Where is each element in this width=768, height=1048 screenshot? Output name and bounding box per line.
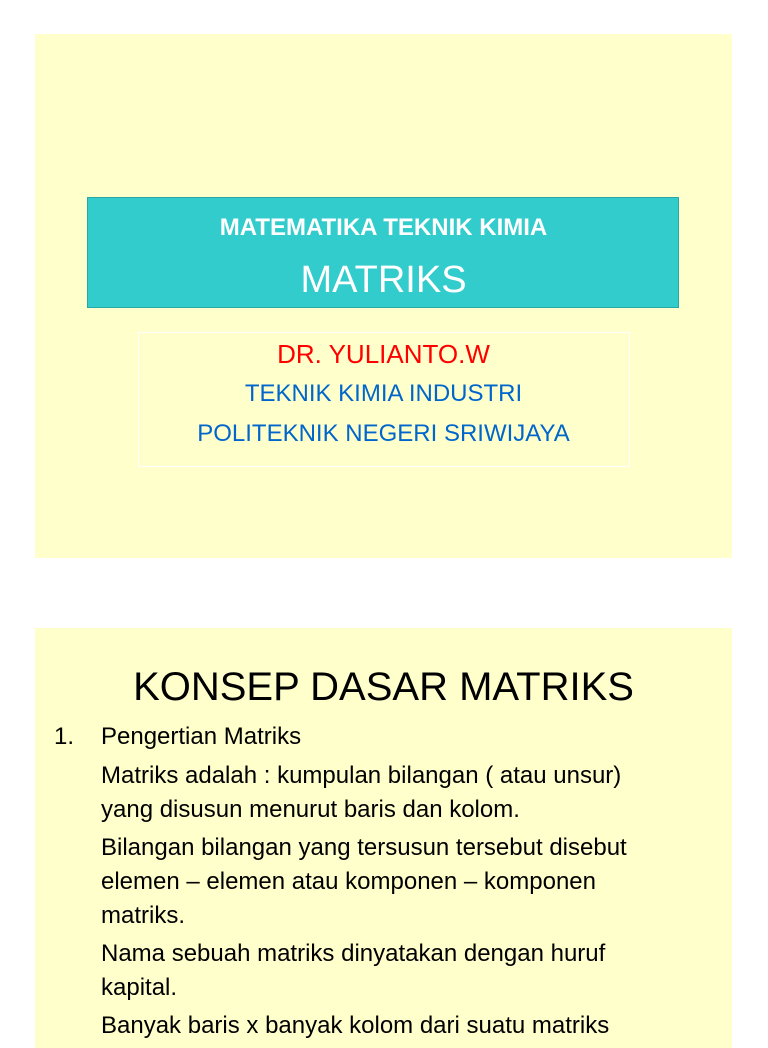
definition-line: Matriks adalah : kumpulan bilangan ( atau unsur)	[101, 762, 622, 789]
institution-name: POLITEKNIK NEGERI SRIWIJAYA	[197, 420, 570, 447]
order-line: Banyak baris x banyak kolom dari suatu matriks	[101, 1012, 610, 1039]
element-line: Bilangan bilangan yang tersusun tersebut disebut	[101, 834, 627, 861]
list-item-number: 1.	[54, 723, 75, 750]
slide-title: KONSEP DASAR MATRIKS	[133, 665, 634, 709]
element-line: matriks.	[101, 902, 185, 929]
topic-title: MATRIKS	[300, 259, 467, 301]
department-name: TEKNIK KIMIA INDUSTRI	[244, 380, 523, 407]
course-title: MATEMATIKA TEKNIK KIMIA	[219, 214, 548, 241]
author-name: DR. YULIANTO.W	[277, 339, 490, 369]
naming-line: kapital.	[101, 974, 178, 1001]
element-line: elemen – elemen atau komponen – komponen	[101, 868, 596, 895]
content-slide	[35, 628, 732, 1048]
definition-line: yang disusun menurut baris dan kolom.	[101, 796, 520, 823]
naming-line: Nama sebuah matriks dinyatakan dengan huruf	[101, 940, 606, 967]
title-slide	[35, 34, 732, 558]
list-item-heading: Pengertian Matriks	[101, 723, 302, 750]
